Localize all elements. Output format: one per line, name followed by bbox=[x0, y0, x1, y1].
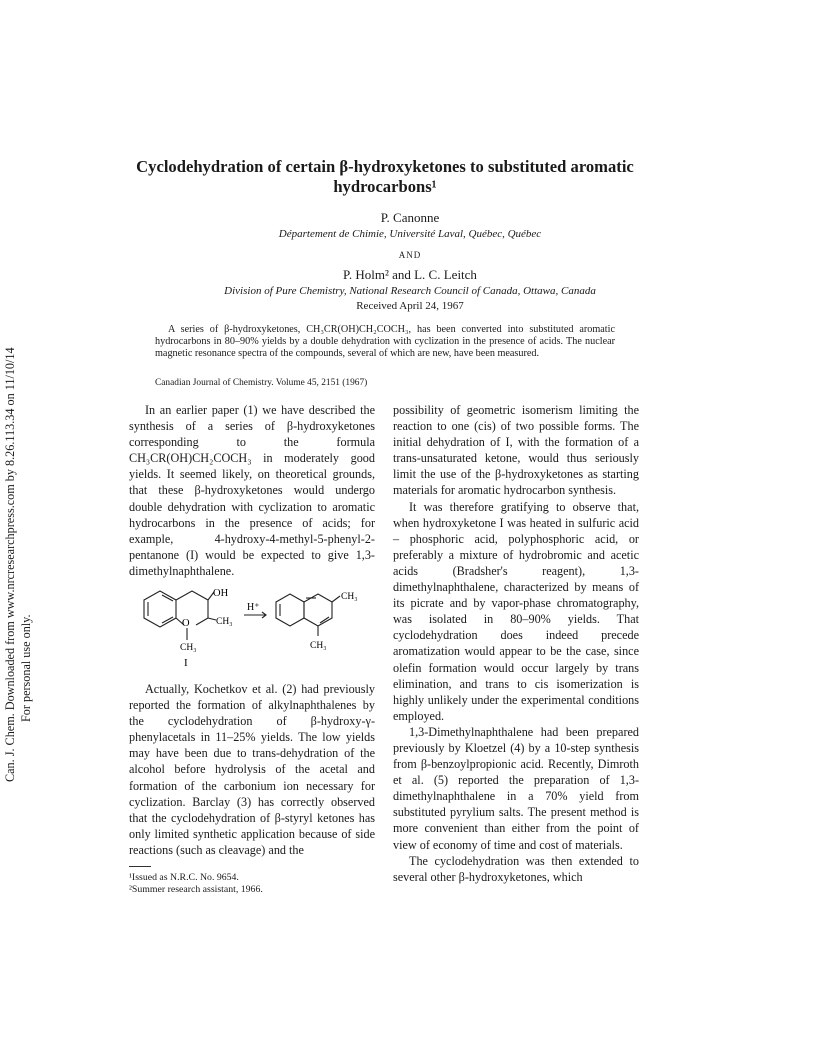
footnote-rule bbox=[129, 866, 151, 867]
footnote-2: ²Summer research assistant, 1966. bbox=[129, 884, 263, 895]
reaction-scheme bbox=[126, 586, 386, 668]
acid-arrow-label: H⁺ bbox=[247, 602, 260, 613]
methyl-label-bottom: CH₃ bbox=[180, 643, 197, 653]
article-title: Cyclodehydration of certain β-hydroxyketones to substituted aromatic hydrocarbons¹ bbox=[136, 157, 634, 196]
paragraph-continuation: possibility of geometric isomerism limiting the reaction to one (cis) of two possible forms. The initial dehydration of I, with the formation of a trans-unsaturated ketone, would thus seriously limit the use of the β-hydroxyketones as starting materials for aromatic hydrocarbon synthesis. bbox=[393, 403, 639, 498]
received-date: Received April 24, 1967 bbox=[356, 300, 464, 312]
footnote-1: ¹Issued as N.R.C. No. 9654. bbox=[129, 872, 239, 883]
paragraph-kochetkov: Actually, Kochetkov et al. (2) had previously reported the formation of alkylnaphthalenes by the cyclodehydration of β-hydroxy-γ-phenylacetals in 11–25% yields. The low yields may have been due to trans-dehydration of the alcohol before hydrolysis of the acetal and formation of the carbonium ion necessary for cyclization. Barclay (3) has correctly observed that the cyclodehydration of β-styryl ketones has only limited synthetic application because of side reactions (such as cleavage) and the bbox=[129, 682, 375, 857]
methyl-label-side: CH₃ bbox=[216, 617, 233, 627]
left-column bbox=[129, 402, 375, 579]
product-methyl-bottom: CH₃ bbox=[310, 641, 327, 651]
and-separator: AND bbox=[398, 250, 422, 260]
abstract: A series of β-hydroxyketones, CH₃CR(OH)CH₂COCH₃, has been converted into substituted aromatic hydrocarbons in 80–90% yields by a double dehydration with cyclization in the presence of acids. The nuclear magnetic resonance spectra of the compounds, several of which are new, have been measured. bbox=[155, 324, 615, 359]
benzene-ring bbox=[144, 591, 176, 627]
download-watermark bbox=[2, 282, 36, 782]
watermark-line-2: For personal use only. bbox=[19, 614, 33, 722]
ring-oxygen-label: O bbox=[182, 618, 190, 629]
journal-citation: Canadian Journal of Chemistry. Volume 45, 2151 (1967) bbox=[155, 378, 368, 388]
hydroxyl-label: OH bbox=[213, 588, 229, 599]
author-1: P. Canonne bbox=[380, 210, 440, 225]
paragraph-intro: In an earlier paper (1) we have described the synthesis of a series of β-hydroxyketones corresponding to the formula CH₃CR(OH)CH₂COCH₃ in moderately good yields. It seemed likely, on theoretical grounds, that these β-hydroxyketones would undergo double dehydration with cyclization to aromatic hydrocarbons in the presence of acids; for example, 4-hydroxy-4-methyl-5-phenyl-2-pentanone (I) would be expected to give 1,3-dimethylnaphthalene. bbox=[129, 403, 375, 578]
watermark-line-1: Can. J. Chem. Downloaded from www.nrcresearchpress.com by 8.26.113.34 on 11/10/14 bbox=[3, 347, 17, 782]
product-methyl-top: CH₃ bbox=[341, 592, 358, 602]
paragraph-previous-prep: 1,3-Dimethylnaphthalene had been prepared previously by Kloetzel (4) by a 10-step synthesis from β-benzoylpropionic acid. Recently, Dimroth et al. (5) reported the preparation of 1,3-dimethylnaphthalene in a 70% yield from substituted pyrylium salts. The present method is more convenient than either from the point of view of economy of time and cost of materials. bbox=[393, 724, 639, 852]
affiliation-1: Département de Chimie, Université Laval, Québec, Québec bbox=[278, 228, 542, 240]
left-column-lower bbox=[129, 681, 375, 858]
authors-2: P. Holm² and L. C. Leitch bbox=[343, 267, 477, 282]
paragraph-extension: The cyclodehydration was then extended to several other β-hydroxyketones, which bbox=[393, 853, 639, 884]
affiliation-2: Division of Pure Chemistry, National Research Council of Canada, Ottawa, Canada bbox=[224, 285, 596, 297]
paragraph-gratifying: It was therefore gratifying to observe that, when hydroxyketone I was heated in sulfuric acid – phosphoric acid, polyphosphoric acid, or preferably a mixture of hydrobromic and acetic acids (Bradsher's reagent), 1,3-dimethylnaphthalene, characterized by means of its picrate and by vapor-phase chromatography, was isolated in 80–90% yields. That cyclodehydration does indeed precede aromatization would appear to be the case, since olefin formation would occur largely by trans elimination, and trans to cis isomerization is highly unlikely under the experimental conditions employed. bbox=[393, 499, 639, 723]
right-column bbox=[393, 402, 639, 885]
compound-label: I bbox=[184, 657, 188, 668]
